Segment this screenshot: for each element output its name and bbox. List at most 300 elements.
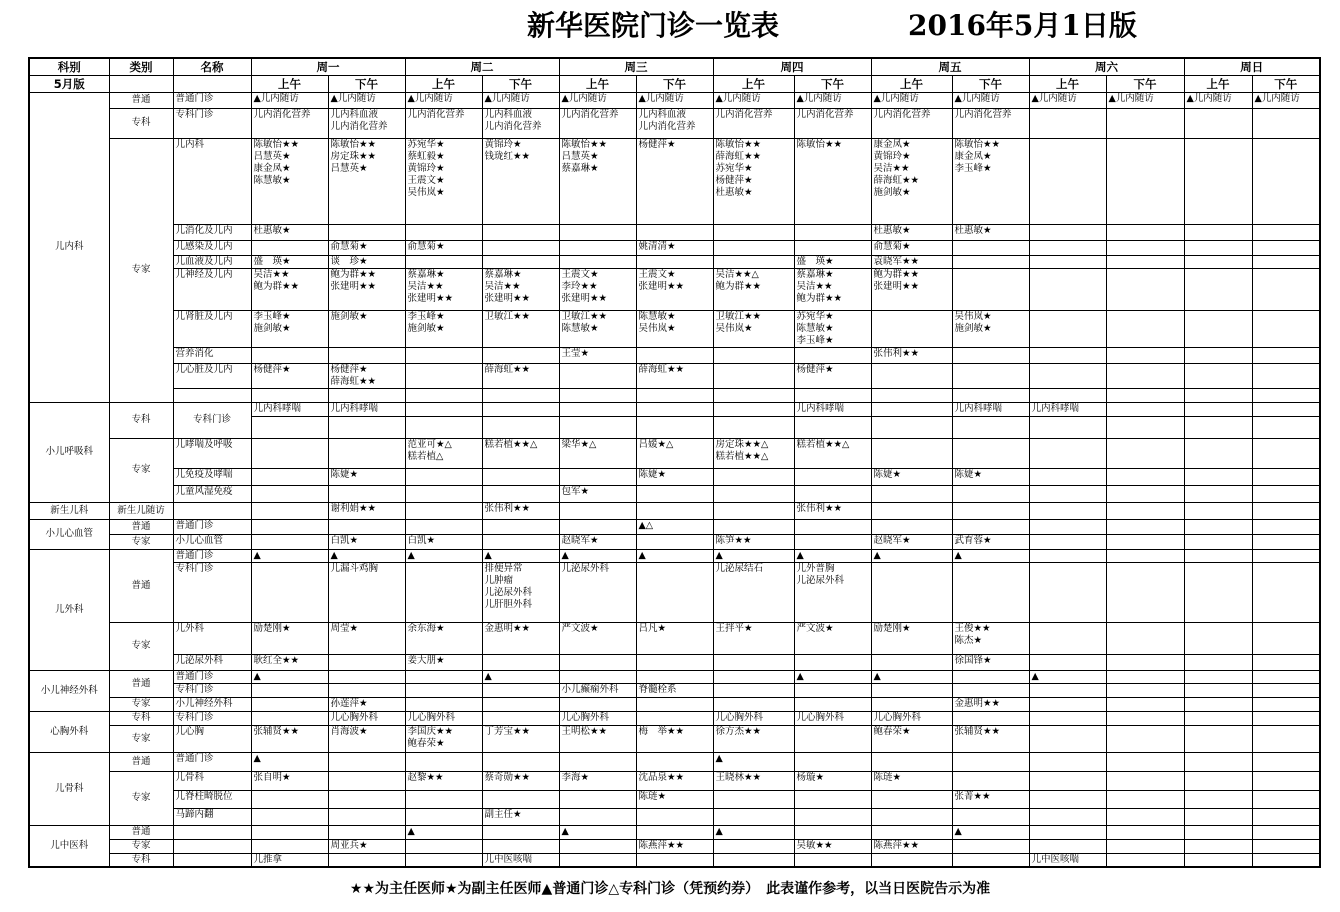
schedule-cell: 陈婕★ [636, 468, 713, 485]
schedule-cell [328, 388, 405, 402]
schedule-cell [636, 255, 713, 268]
schedule-cell [794, 825, 871, 839]
header-month-version: 5月版 [29, 75, 109, 92]
schedule-cell [328, 519, 405, 534]
schedule-cell [1252, 347, 1320, 363]
schedule-cell [1184, 468, 1252, 485]
schedule-cell [1184, 654, 1252, 670]
header-day-mon: 周一 [251, 58, 405, 75]
category-cell: 普通 [109, 752, 173, 771]
schedule-cell [1184, 853, 1252, 867]
department-cell: 儿中医科 [29, 825, 109, 867]
schedule-cell: 李海★ [559, 771, 636, 790]
schedule-cell [1252, 549, 1320, 562]
schedule-cell: 杜惠敏★ [251, 224, 328, 240]
schedule-cell: 张辅贤★★ [952, 725, 1029, 752]
schedule-cell [559, 670, 636, 683]
schedule-cell [1252, 224, 1320, 240]
schedule-cell: ▲ [952, 549, 1029, 562]
schedule-cell [1184, 519, 1252, 534]
schedule-cell [713, 240, 794, 255]
schedule-cell: 儿内消化营养 [559, 108, 636, 138]
schedule-cell [636, 402, 713, 416]
schedule-cell [636, 670, 713, 683]
schedule-cell: ▲ [559, 549, 636, 562]
schedule-cell [713, 402, 794, 416]
schedule-cell: 儿心胸外科 [559, 711, 636, 725]
schedule-cell: 孙莲萍★ [328, 697, 405, 711]
clinic-name-cell: 专科门诊 [173, 562, 251, 622]
schedule-cell [1029, 697, 1106, 711]
schedule-cell [636, 388, 713, 402]
category-cell: 新生儿随访 [109, 502, 173, 519]
schedule-cell [871, 502, 952, 519]
schedule-row [29, 268, 1320, 310]
schedule-cell [1106, 534, 1184, 549]
header-pm: 下午 [1106, 75, 1184, 92]
schedule-cell: 王拌平★ [713, 622, 794, 654]
schedule-cell: 儿心胸外科 [713, 711, 794, 725]
schedule-cell: 陈婕★ [952, 468, 1029, 485]
schedule-cell [1029, 808, 1106, 825]
header-pm: 下午 [328, 75, 405, 92]
schedule-cell [482, 534, 559, 549]
header-am: 上午 [713, 75, 794, 92]
category-cell: 专家 [109, 839, 173, 853]
schedule-cell [952, 255, 1029, 268]
schedule-cell: 余东海★ [405, 622, 482, 654]
schedule-cell: 薛海虹★★ [636, 363, 713, 388]
schedule-cell: 王晓林★★ [713, 771, 794, 790]
schedule-cell: 儿中医咳喘 [1029, 853, 1106, 867]
category-cell: 普通 [109, 825, 173, 839]
schedule-cell: 李玉峰★ 施剑敏★ [251, 310, 328, 347]
clinic-name-cell [173, 839, 251, 853]
schedule-cell: 陈敏怡★★ 房定珠★★ 吕慧英★ [328, 138, 405, 224]
schedule-cell [713, 853, 794, 867]
department-cell: 儿内科 [29, 92, 109, 402]
schedule-row [29, 683, 1320, 697]
schedule-cell [1029, 224, 1106, 240]
schedule-cell [1184, 240, 1252, 255]
schedule-cell [636, 502, 713, 519]
schedule-cell [794, 240, 871, 255]
clinic-name-cell: 普通门诊 [173, 670, 251, 683]
schedule-cell [1252, 808, 1320, 825]
schedule-cell: 张自明★ [251, 771, 328, 790]
schedule-cell: 儿内科哮喘 [1029, 402, 1106, 416]
schedule-cell: 耿红全★★ [251, 654, 328, 670]
schedule-cell [251, 468, 328, 485]
schedule-cell: 鲍为群★★ 张建明★★ [328, 268, 405, 310]
schedule-cell [1184, 268, 1252, 310]
category-cell: 专家 [109, 534, 173, 549]
schedule-cell [871, 790, 952, 808]
schedule-cell: 糕若植★★△ [482, 438, 559, 468]
schedule-cell [713, 654, 794, 670]
schedule-cell: 陈敏怡★★ [794, 138, 871, 224]
header-day-wed: 周三 [559, 58, 713, 75]
schedule-cell: ▲ [871, 670, 952, 683]
header-dept: 科别 [29, 58, 109, 75]
schedule-cell [405, 388, 482, 402]
schedule-cell: 陈敏怡★★ 康金凤★ 李玉峰★ [952, 138, 1029, 224]
schedule-cell [251, 240, 328, 255]
schedule-cell: 卫敏江★★ 吴伟岚★ [713, 310, 794, 347]
schedule-cell: 苏宛华★ 蔡虹毅★ 黄锦玲★ 王震文★ 吴伟岚★ [405, 138, 482, 224]
schedule-cell: 薛海虹★★ [482, 363, 559, 388]
schedule-cell: 俞慧菊★ [328, 240, 405, 255]
schedule-cell [1184, 347, 1252, 363]
schedule-cell [952, 562, 1029, 622]
schedule-cell: 儿内科血液 儿内消化营养 [636, 108, 713, 138]
schedule-cell [1029, 502, 1106, 519]
schedule-cell [559, 752, 636, 771]
clinic-name-cell: 马蹄内翻 [173, 808, 251, 825]
schedule-cell [1184, 808, 1252, 825]
schedule-cell [405, 363, 482, 388]
schedule-cell [1184, 711, 1252, 725]
schedule-row [29, 752, 1320, 771]
schedule-cell [1029, 438, 1106, 468]
schedule-cell: ▲儿内随访 [713, 92, 794, 108]
schedule-cell: ▲ [794, 670, 871, 683]
schedule-row [29, 363, 1320, 388]
legend-footer: ★★为主任医师★为副主任医师▲普通门诊△专科门诊（凭预约券） 此表谨作参考，以当日医院告示为准 [349, 881, 991, 897]
category-cell: 普通 [109, 670, 173, 697]
schedule-cell: 脊髓栓系 [636, 683, 713, 697]
schedule-cell [871, 752, 952, 771]
schedule-cell [1184, 255, 1252, 268]
schedule-row [29, 697, 1320, 711]
schedule-cell [1252, 402, 1320, 416]
category-cell: 专科 [109, 108, 173, 138]
schedule-cell [1106, 347, 1184, 363]
clinic-name-cell [173, 825, 251, 839]
clinic-name-cell: 普通门诊 [173, 92, 251, 108]
schedule-row [29, 108, 1320, 138]
schedule-cell [871, 683, 952, 697]
schedule-cell [1252, 268, 1320, 310]
schedule-cell: 儿内科哮喘 [794, 402, 871, 416]
schedule-cell: ▲儿内随访 [794, 92, 871, 108]
schedule-cell [1106, 622, 1184, 654]
schedule-cell: 金惠明★★ [482, 622, 559, 654]
schedule-row [29, 240, 1320, 255]
category-cell: 普通 [109, 92, 173, 108]
schedule-cell [1106, 388, 1184, 402]
schedule-cell: 吴敏★★ [794, 839, 871, 853]
schedule-cell: 小儿癫痫外科 [559, 683, 636, 697]
schedule-cell [1106, 549, 1184, 562]
schedule-cell [559, 363, 636, 388]
schedule-cell [952, 268, 1029, 310]
schedule-cell [559, 468, 636, 485]
schedule-cell: 丁芳宝★★ [482, 725, 559, 752]
schedule-cell [559, 808, 636, 825]
schedule-cell [1184, 534, 1252, 549]
schedule-cell [1252, 534, 1320, 549]
schedule-cell [636, 485, 713, 502]
schedule-cell: 赵晓军★ [559, 534, 636, 549]
schedule-cell: ▲ [871, 549, 952, 562]
header-day-sun: 周日 [1184, 58, 1320, 75]
schedule-cell [482, 485, 559, 502]
schedule-cell [328, 224, 405, 240]
schedule-cell [1029, 310, 1106, 347]
schedule-cell [794, 347, 871, 363]
schedule-cell: ▲ [713, 549, 794, 562]
schedule-cell: ▲ [405, 549, 482, 562]
schedule-cell [871, 519, 952, 534]
schedule-cell [1184, 670, 1252, 683]
schedule-cell [1184, 549, 1252, 562]
clinic-name-cell: 小儿神经外科 [173, 697, 251, 711]
header-type: 类别 [109, 58, 173, 75]
schedule-cell [482, 839, 559, 853]
schedule-cell [251, 416, 328, 438]
clinic-name-cell [173, 502, 251, 519]
schedule-row [29, 839, 1320, 853]
schedule-cell [482, 519, 559, 534]
schedule-cell [952, 388, 1029, 402]
schedule-cell [1106, 438, 1184, 468]
schedule-cell: 姜大朋★ [405, 654, 482, 670]
schedule-cell: 杜惠敏★ [952, 224, 1029, 240]
schedule-cell [952, 711, 1029, 725]
schedule-cell [952, 502, 1029, 519]
schedule-cell [1184, 108, 1252, 138]
category-cell: 专家 [109, 697, 173, 711]
schedule-cell [794, 725, 871, 752]
schedule-cell: ▲儿内随访 [251, 92, 328, 108]
schedule-cell [871, 808, 952, 825]
category-cell: 专家 [109, 438, 173, 502]
schedule-cell [559, 402, 636, 416]
schedule-cell [328, 683, 405, 697]
schedule-cell [251, 534, 328, 549]
schedule-cell [1106, 562, 1184, 622]
schedule-cell [328, 771, 405, 790]
schedule-cell [636, 654, 713, 670]
schedule-cell: 张伟利★★ [794, 502, 871, 519]
schedule-cell [559, 502, 636, 519]
schedule-cell [1252, 519, 1320, 534]
schedule-cell [1252, 138, 1320, 224]
clinic-name-cell: 儿心胸 [173, 725, 251, 752]
category-cell: 普通 [109, 549, 173, 622]
header-am: 上午 [1184, 75, 1252, 92]
schedule-cell [1106, 808, 1184, 825]
schedule-cell [1184, 485, 1252, 502]
schedule-cell [405, 790, 482, 808]
schedule-cell [794, 697, 871, 711]
schedule-cell: 儿内消化营养 [952, 108, 1029, 138]
schedule-cell [251, 347, 328, 363]
schedule-cell [1029, 622, 1106, 654]
schedule-cell [713, 224, 794, 240]
schedule-cell [482, 654, 559, 670]
header-name: 名称 [173, 58, 251, 75]
schedule-cell [251, 790, 328, 808]
schedule-cell: 儿泌尿外科 [559, 562, 636, 622]
schedule-cell [482, 224, 559, 240]
schedule-cell [1029, 790, 1106, 808]
schedule-cell [1252, 683, 1320, 697]
schedule-cell: 俞慧菊★ [871, 240, 952, 255]
schedule-cell [1029, 363, 1106, 388]
schedule-cell [713, 839, 794, 853]
schedule-cell: 王莹★ [559, 347, 636, 363]
header-am: 上午 [559, 75, 636, 92]
schedule-cell [1029, 268, 1106, 310]
schedule-cell: 鲍为群★★ 张建明★★ [871, 268, 952, 310]
schedule-cell [1106, 839, 1184, 853]
schedule-row [29, 255, 1320, 268]
schedule-cell [1184, 562, 1252, 622]
clinic-name-cell: 儿哮喘及呼吸 [173, 438, 251, 468]
schedule-cell [636, 711, 713, 725]
schedule-cell [713, 683, 794, 697]
schedule-row [29, 402, 1320, 416]
schedule-cell: 陈婕★ [871, 468, 952, 485]
schedule-row [29, 562, 1320, 622]
schedule-cell: 陈敏怡★★ 吕慧英★ 康金凤★ 陈慧敏★ [251, 138, 328, 224]
schedule-cell [1106, 502, 1184, 519]
schedule-cell: ▲儿内随访 [1106, 92, 1184, 108]
schedule-cell [1184, 790, 1252, 808]
schedule-cell: 张伟利★★ [482, 502, 559, 519]
schedule-cell: 励楚刚★ [251, 622, 328, 654]
schedule-cell [952, 839, 1029, 853]
schedule-cell [328, 808, 405, 825]
schedule-cell: 陈琏★ [636, 790, 713, 808]
schedule-cell [559, 388, 636, 402]
schedule-cell: 儿内科哮喘 [328, 402, 405, 416]
schedule-cell: 徐国锋★ [952, 654, 1029, 670]
header-pm: 下午 [952, 75, 1029, 92]
schedule-cell [952, 485, 1029, 502]
schedule-cell [952, 347, 1029, 363]
schedule-cell: 徐方杰★★ [713, 725, 794, 752]
schedule-cell [713, 416, 794, 438]
schedule-cell [1252, 654, 1320, 670]
schedule-cell [636, 752, 713, 771]
schedule-cell [794, 808, 871, 825]
schedule-cell [405, 839, 482, 853]
schedule-cell [713, 697, 794, 711]
schedule-cell [251, 825, 328, 839]
schedule-cell [482, 416, 559, 438]
schedule-cell [871, 416, 952, 438]
schedule-cell: ▲ [251, 549, 328, 562]
schedule-cell [952, 670, 1029, 683]
schedule-cell: ▲ [794, 549, 871, 562]
clinic-name-cell: 营养消化 [173, 347, 251, 363]
schedule-row [29, 347, 1320, 363]
schedule-cell: 施剑敏★ [328, 310, 405, 347]
schedule-cell [1106, 402, 1184, 416]
schedule-cell: ▲ [952, 825, 1029, 839]
schedule-cell [1252, 711, 1320, 725]
clinic-name-cell [173, 388, 251, 402]
schedule-cell [1252, 388, 1320, 402]
schedule-cell: 杜惠敏★ [871, 224, 952, 240]
schedule-cell [794, 388, 871, 402]
schedule-cell [713, 502, 794, 519]
schedule-cell: ▲ [713, 825, 794, 839]
schedule-cell [871, 363, 952, 388]
schedule-row [29, 654, 1320, 670]
clinic-name-cell: 专科门诊 [173, 108, 251, 138]
schedule-cell: 李国庆★★ 鲍春荣★ [405, 725, 482, 752]
schedule-cell [251, 485, 328, 502]
schedule-cell: 赵黎★★ [405, 771, 482, 790]
schedule-cell: 蔡奇勋★★ [482, 771, 559, 790]
schedule-cell [251, 438, 328, 468]
schedule-cell [405, 402, 482, 416]
schedule-cell [871, 853, 952, 867]
schedule-cell [405, 468, 482, 485]
schedule-cell [952, 416, 1029, 438]
schedule-cell: 排便异常 儿肿瘤 儿泌尿外科 儿肝胆外科 [482, 562, 559, 622]
schedule-cell: 盛 瑛★ [251, 255, 328, 268]
clinic-name-cell: 专科门诊 [173, 402, 251, 438]
schedule-cell [1252, 670, 1320, 683]
schedule-cell [636, 853, 713, 867]
clinic-name-cell: 儿外科 [173, 622, 251, 654]
schedule-row [29, 468, 1320, 485]
category-cell: 专家 [109, 622, 173, 670]
schedule-row [29, 771, 1320, 790]
schedule-cell: 陈敏怡★★ 吕慧英★ 蔡嘉琳★ [559, 138, 636, 224]
schedule-cell: 俞慧菊★ [405, 240, 482, 255]
clinic-name-cell: 儿肾脏及儿内 [173, 310, 251, 347]
schedule-cell: 康金凤★ 黄锦玲★ 吴洁★★ 薛海虹★★ 施剑敏★ [871, 138, 952, 224]
schedule-cell [1029, 347, 1106, 363]
schedule-cell: ▲儿内随访 [482, 92, 559, 108]
schedule-cell [405, 519, 482, 534]
schedule-cell [405, 502, 482, 519]
schedule-row [29, 310, 1320, 347]
schedule-cell [559, 255, 636, 268]
schedule-cell: 杨健萍★ [636, 138, 713, 224]
schedule-cell: 儿心胸外科 [328, 711, 405, 725]
schedule-cell [636, 697, 713, 711]
department-cell: 心胸外科 [29, 711, 109, 752]
schedule-cell [1106, 468, 1184, 485]
schedule-cell [1029, 534, 1106, 549]
header-pm: 下午 [1252, 75, 1320, 92]
schedule-cell: 儿内科血液 儿内消化营养 [328, 108, 405, 138]
schedule-cell [871, 310, 952, 347]
schedule-cell [482, 697, 559, 711]
schedule-cell [328, 416, 405, 438]
schedule-row [29, 790, 1320, 808]
schedule-cell [871, 697, 952, 711]
schedule-cell: 儿内消化营养 [251, 108, 328, 138]
schedule-cell: ▲ [559, 825, 636, 839]
schedule-cell [1252, 622, 1320, 654]
schedule-cell [559, 416, 636, 438]
schedule-cell: 白凯★ [328, 534, 405, 549]
schedule-cell: 金惠明★★ [952, 697, 1029, 711]
schedule-cell [405, 255, 482, 268]
schedule-cell: 周莹★ [328, 622, 405, 654]
schedule-row [29, 92, 1320, 108]
schedule-cell: ▲ [636, 549, 713, 562]
schedule-cell [1252, 697, 1320, 711]
